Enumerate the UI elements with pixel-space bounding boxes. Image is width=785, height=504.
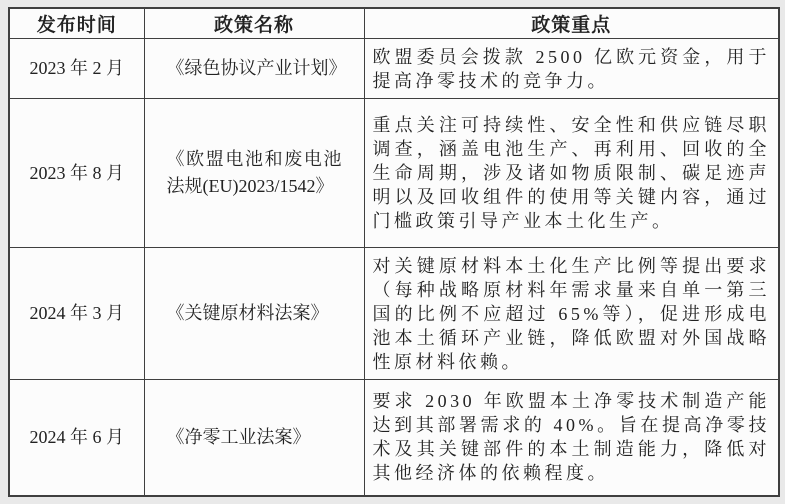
table-row — [9, 39, 779, 99]
cell-policy-focus: 重点关注可持续性、安全性和供应链尽职调查，涵盖电池生产、再利用、回收的全生命周期，涉及诸如物质限制、碳足迹声明以及回收组件的使用等关键内容，通过门槛政策引导产业本土化生产。 — [364, 99, 779, 248]
table-row — [9, 99, 779, 248]
table-row — [9, 248, 779, 380]
cell-policy-name: 《绿色协议产业计划》 — [144, 39, 364, 99]
cell-policy-focus: 欧盟委员会拨款 2500 亿欧元资金，用于提高净零技术的竞争力。 — [364, 39, 779, 99]
cell-publish-date: 2024 年 3 月 — [9, 248, 144, 380]
cell-publish-date: 2023 年 8 月 — [9, 99, 144, 248]
policy-table — [8, 7, 780, 497]
cell-publish-date: 2024 年 6 月 — [9, 380, 144, 496]
cell-policy-name: 《欧盟电池和废电池法规(EU)2023/1542》 — [144, 99, 364, 248]
table-header-row — [9, 8, 779, 39]
cell-policy-name: 《关键原材料法案》 — [144, 248, 364, 380]
cell-policy-focus: 要求 2030 年欧盟本土净零技术制造产能达到其部署需求的 40%。旨在提高净零技术及其关键部件的本土制造能力，降低对其他经济体的依赖程度。 — [364, 380, 779, 496]
cell-policy-name: 《净零工业法案》 — [144, 380, 364, 496]
col-header-policy-focus: 政策重点 — [364, 8, 779, 39]
col-header-policy-name: 政策名称 — [144, 8, 364, 39]
table-row — [9, 380, 779, 496]
cell-publish-date: 2023 年 2 月 — [9, 39, 144, 99]
col-header-publish-date: 发布时间 — [9, 8, 144, 39]
cell-policy-focus: 对关键原材料本土化生产比例等提出要求（每种战略原材料年需求量来自单一第三国的比例不应超过 65%等），促进形成电池本土循环产业链，降低欧盟对外国战略性原材料依赖。 — [364, 248, 779, 380]
